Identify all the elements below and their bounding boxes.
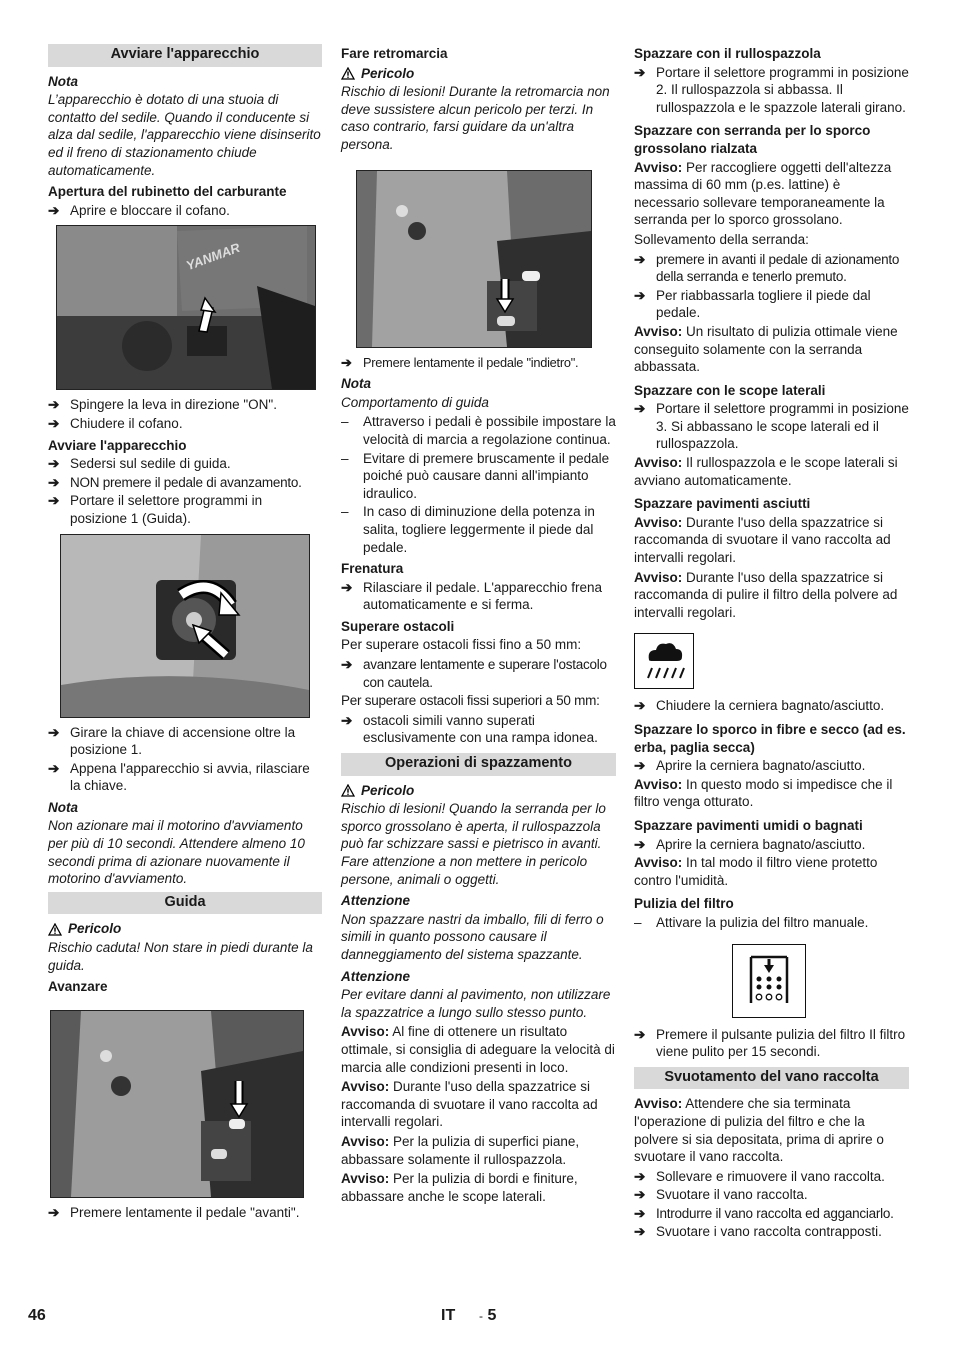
dash-item: – Attivare la pulizia del filtro manuale. bbox=[634, 914, 869, 930]
photo-forward-pedal bbox=[50, 1010, 304, 1198]
arrow-right-icon: ➔ bbox=[634, 1205, 646, 1221]
note-label: Nota bbox=[48, 799, 78, 815]
section-bar-guida: Guida bbox=[48, 892, 322, 915]
heading-start: Avviare l'apparecchio bbox=[48, 437, 187, 453]
heading-fuel: Apertura del rubinetto del carburante bbox=[48, 184, 287, 200]
dash-item: – In caso di diminuzione della potenza in salita, togliere leggermente il piede dal pedale. bbox=[341, 504, 595, 555]
notice: Avviso: Il rullospazzola e le scope laterali si avviano automaticamente. bbox=[634, 455, 898, 488]
attention-label: Attenzione bbox=[341, 968, 410, 984]
arrow-right-icon: ➔ bbox=[48, 1204, 60, 1220]
step: ➔ Svuotare il vano raccolta. bbox=[634, 1187, 808, 1203]
section-page: - 5 bbox=[479, 1307, 497, 1324]
note-subtitle: Comportamento di guida bbox=[341, 394, 489, 410]
column-2 bbox=[341, 44, 616, 1207]
heading-ostacoli: Superare ostacoli bbox=[341, 618, 455, 634]
heading-retromarcia: Fare retromarcia bbox=[341, 46, 448, 61]
arrow-right-icon: ➔ bbox=[48, 415, 60, 431]
step: ➔ Premere lentamente il pedale "indietro". bbox=[341, 354, 579, 370]
arrow-right-icon: ➔ bbox=[48, 474, 60, 490]
note-label: Nota bbox=[341, 376, 371, 392]
step: ➔ Portare il selettore programmi in posizione 2. Il rullospazzola si abbassa. Il rullospazzola e le spazzole laterali girano. bbox=[634, 64, 909, 115]
heading-umidi: Spazzare pavimenti umidi o bagnati bbox=[634, 817, 863, 833]
arrow-right-icon: ➔ bbox=[341, 657, 353, 673]
notice: Avviso: Attendere che sia terminata l'operazione di pulizia del filtro e che la polvere si sia depositata, prima di aprire o svuotare il vano raccolta. bbox=[634, 1096, 884, 1165]
step: ➔ NON premere il pedale di avanzamento. bbox=[48, 474, 302, 490]
attention-text: Per evitare danni al pavimento, non utilizzare la spazzatrice a lungo sullo stesso punto. bbox=[341, 987, 611, 1020]
step: ➔ Sollevare e rimuovere il vano raccolta. bbox=[634, 1168, 885, 1184]
step: ➔ Premere lentamente il pedale "avanti". bbox=[48, 1204, 300, 1220]
photo-fuel-valve bbox=[56, 225, 316, 390]
arrow-right-icon: ➔ bbox=[48, 202, 60, 218]
dash-item: – Attraverso i pedali è possibile impostare la velocità di marcia a regolazione continua. bbox=[341, 414, 616, 447]
arrow-right-icon: ➔ bbox=[48, 493, 60, 509]
column-1 bbox=[48, 44, 322, 1222]
step: ➔ Spingere la leva in direzione "ON". bbox=[48, 397, 277, 413]
step: ➔ Aprire e bloccare il cofano. bbox=[48, 202, 230, 218]
notice: Avviso: In questo modo si impedisce che il filtro venga otturato. bbox=[634, 776, 893, 810]
paragraph: Per superare ostacoli fissi fino a 50 mm: bbox=[341, 637, 582, 653]
danger-text: Rischio di lesioni! Quando la serranda per lo sporco grossolano è aperta, il rullospazzola può far schizzare sassi e pietrisco in avanti. Fare attenzione a non mettere in pericolo persone, animali o oggetti. bbox=[341, 801, 606, 887]
step: ➔ Girare la chiave di accensione oltre la posizione 1. bbox=[48, 724, 296, 758]
note-text: Non azionare mai il motorino d'avviamento per più di 10 secondi. Attendere almeno 10 secondi prima di azionare nuovamente il motorino d'avviamento. bbox=[48, 818, 305, 887]
arrow-right-icon: ➔ bbox=[634, 1187, 646, 1203]
paragraph: Per superare ostacoli fissi superiori a 50 mm: bbox=[341, 693, 600, 709]
heading-filtro: Pulizia del filtro bbox=[634, 896, 734, 912]
photo-reverse-pedal bbox=[356, 170, 592, 348]
arrow-right-icon: ➔ bbox=[341, 712, 353, 728]
arrow-right-icon: ➔ bbox=[634, 1026, 646, 1042]
warning-triangle-icon bbox=[48, 923, 62, 936]
notice: Avviso: Per la pulizia di superfici piane, abbassare solamente il rullospazzola. bbox=[341, 1133, 580, 1167]
arrow-right-icon: ➔ bbox=[341, 579, 353, 595]
step: ➔ ostacoli simili vanno superati esclusivamente con una rampa idonea. bbox=[341, 712, 598, 746]
notice: Avviso: Al fine di ottenere un risultato ottimale, si consiglia di adeguare la velocità di marcia alle condizioni presenti in loco. bbox=[341, 1024, 615, 1075]
arrow-right-icon: ➔ bbox=[634, 401, 646, 417]
step: ➔ avanzare lentamente e superare l'ostacolo con cautela. bbox=[341, 657, 607, 690]
notice: Avviso: Durante l'uso della spazzatrice si raccomanda di svuotare il vano raccolta ad intervalli regolari. bbox=[341, 1079, 598, 1130]
heading-frenatura: Frenatura bbox=[341, 561, 404, 577]
step: ➔ Aprire la cerniera bagnato/asciutto. bbox=[634, 836, 866, 852]
column-3 bbox=[634, 44, 909, 1242]
dash-item: – Evitare di premere bruscamente il pedale poiché può causare danni all'impianto idraulico. bbox=[341, 450, 610, 501]
arrow-right-icon: ➔ bbox=[634, 1168, 646, 1184]
danger-text: Rischio di lesioni! Durante la retromarcia non deve sussistere alcun pericolo per terzi. In caso contrario, farsi guidare da un'altra persona. bbox=[341, 84, 610, 152]
arrow-right-icon: ➔ bbox=[48, 724, 60, 740]
notice: Avviso: Un risultato di pulizia ottimale viene conseguito solamente con la serranda abbassata. bbox=[634, 323, 898, 375]
notice: Avviso: Durante l'uso della spazzatrice si raccomanda di pulire il filtro della polvere ad intervalli regolari. bbox=[634, 569, 898, 620]
heading-fibre: Spazzare lo sporco in fibre e secco (ad es. erba, paglia secca) bbox=[634, 722, 906, 755]
heading-rullo: Spazzare con il rullospazzola bbox=[634, 46, 821, 61]
danger-label: Pericolo bbox=[48, 920, 322, 938]
section-page-number: 5 bbox=[487, 1307, 497, 1324]
arrow-right-icon: ➔ bbox=[634, 251, 646, 267]
language-code: IT bbox=[441, 1307, 456, 1324]
step: ➔ Appena l'apparecchio si avvia, rilasciare la chiave. bbox=[48, 760, 310, 794]
step: ➔ Chiudere il cofano. bbox=[48, 415, 183, 431]
warning-triangle-icon bbox=[341, 67, 355, 80]
danger-label: Pericolo bbox=[341, 65, 616, 83]
heading-serranda: Spazzare con serranda per lo sporco grossolano rialzata bbox=[634, 123, 871, 156]
arrow-right-icon: ➔ bbox=[634, 698, 646, 714]
arrow-right-icon: ➔ bbox=[48, 456, 60, 472]
step: ➔ Chiudere la cerniera bagnato/asciutto. bbox=[634, 698, 885, 714]
arrow-right-icon: ➔ bbox=[48, 397, 60, 413]
attention-label: Attenzione bbox=[341, 893, 410, 909]
danger-label: Pericolo bbox=[341, 782, 616, 800]
step: ➔ Rilasciare il pedale. L'apparecchio frena automaticamente e si ferma. bbox=[341, 579, 602, 613]
dry-wet-hinge-icon bbox=[634, 633, 694, 689]
arrow-right-icon: ➔ bbox=[634, 836, 646, 852]
brand-logo: YANMAR bbox=[184, 240, 242, 274]
arrow-right-icon: ➔ bbox=[634, 64, 646, 80]
note-text: L’apparecchio è dotato di una stuoia di contatto del sedile. Quando il conducente si alza dal sedile, l'apparecchio viene disinserito ed il freno di stazionamento chiude automaticamente. bbox=[48, 92, 321, 178]
step: ➔ Introdurre il vano raccolta ed agganciarlo. bbox=[634, 1205, 894, 1221]
notice: Avviso: In tal modo il filtro viene protetto contro l'umidità. bbox=[634, 855, 878, 888]
step: ➔ premere in avanti il pedale di azionamento della serranda e tenerlo premuto. bbox=[634, 251, 900, 285]
heading-asciutti: Spazzare pavimenti asciutti bbox=[634, 496, 811, 512]
section-bar-svuotamento: Svuotamento del vano raccolta bbox=[634, 1067, 909, 1090]
step: ➔ Per riabbassarla togliere il piede dal pedale. bbox=[634, 287, 871, 321]
step: ➔ Premere il pulsante pulizia del filtro Il filtro viene pulito per 15 secondi. bbox=[634, 1026, 906, 1060]
notice: Avviso: Durante l'uso della spazzatrice si raccomanda di svuotare il vano raccolta ad intervalli regolari. bbox=[634, 514, 891, 566]
notice: Avviso: Per raccogliere oggetti dell'altezza massima di 60 mm (p.es. lattine) è necessario sollevare temporaneamente la serranda per lo sporco grossolano. bbox=[634, 159, 892, 228]
arrow-right-icon: ➔ bbox=[341, 354, 352, 370]
page-number: 46 bbox=[28, 1307, 46, 1324]
paragraph: Sollevamento della serranda: bbox=[634, 231, 809, 247]
heading-avanzare: Avanzare bbox=[48, 979, 108, 995]
section-bar-spazzamento: Operazioni di spazzamento bbox=[341, 753, 616, 776]
photo-ignition-key bbox=[60, 534, 310, 718]
arrow-right-icon: ➔ bbox=[634, 1224, 646, 1240]
section-bar-avviare: Avviare l'apparecchio bbox=[48, 44, 322, 67]
arrow-right-icon: ➔ bbox=[634, 287, 646, 303]
danger-text: Rischio caduta! Non stare in piedi durante la guida. bbox=[48, 940, 313, 973]
step: ➔ Sedersi sul sedile di guida. bbox=[48, 456, 231, 472]
heading-scope: Spazzare con le scope laterali bbox=[634, 382, 826, 398]
notice: Avviso: Per la pulizia di bordi e finiture, abbassare anche le scope laterali. bbox=[341, 1171, 578, 1204]
filter-cleaning-icon bbox=[732, 944, 806, 1018]
step: ➔ Svuotare i vano raccolta contrapposti. bbox=[634, 1224, 882, 1240]
warning-triangle-icon bbox=[341, 784, 355, 797]
arrow-right-icon: ➔ bbox=[634, 758, 646, 774]
step: ➔ Portare il selettore programmi in posizione 3. Si abbassano le scope laterali ed il rullospazzola. bbox=[634, 401, 909, 452]
step: ➔ Aprire la cerniera bagnato/asciutto. bbox=[634, 758, 866, 774]
note-label: Nota bbox=[48, 73, 78, 89]
arrow-right-icon: ➔ bbox=[48, 760, 60, 776]
step: ➔ Portare il selettore programmi in posizione 1 (Guida). bbox=[48, 493, 263, 526]
attention-text: Non spazzare nastri da imballo, fili di ferro o simili in quanto possono causare il danneggiamento del sistema spazzante. bbox=[341, 911, 604, 962]
